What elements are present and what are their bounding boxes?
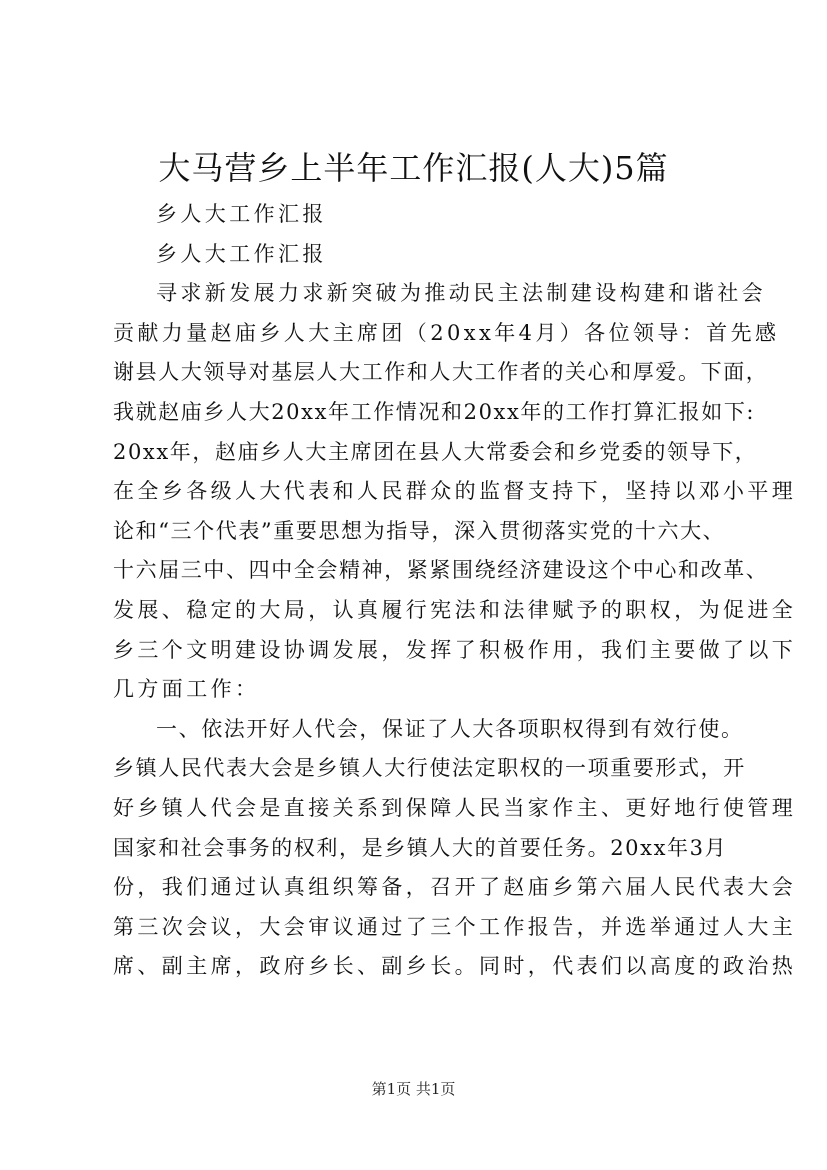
paragraph-line: 论和“三个代表”重要思想为指导，深入贯彻落实党的十六大、 <box>113 518 726 543</box>
page-footer: 第1页 共1页 <box>371 1080 456 1098</box>
paragraph-line: 发展、稳定的大局，认真履行宪法和法律赋予的职权，为促进全 <box>113 597 797 622</box>
paragraph-line: 乡三个文明建设协调发展，发挥了积极作用，我们主要做了以下 <box>113 637 797 662</box>
paragraph-line: 国家和社会事务的权利，是乡镇人大的首要任务。20xx年3月 <box>113 835 728 860</box>
subheading-line: 乡人大工作汇报 <box>156 241 327 266</box>
paragraph-line: 几方面工作： <box>113 677 260 702</box>
paragraph-line: 第三次会议，大会审议通过了三个工作报告，并选举通过人大主 <box>113 914 797 939</box>
document-body <box>113 195 797 987</box>
paragraph-line: 份，我们通过认真组织筹备，召开了赵庙乡第六届人民代表大会 <box>113 875 797 900</box>
paragraph-line: 一、依法开好人代会，保证了人大各项职权得到有效行使。 <box>156 716 744 741</box>
paragraph-line: 乡镇人民代表大会是乡镇人大行使法定职权的一项重要形式，开 <box>113 756 746 781</box>
paragraph-line: 贡献力量赵庙乡人大主席团（20xx年4月）各位领导：首先感 <box>113 320 780 345</box>
paragraph-line: 席、副主席，政府乡长、副乡长。同时，代表们以高度的政治热 <box>113 954 797 979</box>
paragraph-line: 十六届三中、四中全会精神，紧紧围绕经济建设这个中心和改革、 <box>113 558 769 583</box>
paragraph-line: 我就赵庙乡人大20xx年工作情况和20xx年的工作打算汇报如下: <box>113 399 756 424</box>
paragraph-line: 寻求新发展力求新突破为推动民主法制建设构建和谐社会 <box>156 281 766 306</box>
subheading-line: 乡人大工作汇报 <box>156 202 327 226</box>
document-title: 大马营乡上半年工作汇报(人大)5篇 <box>158 149 669 187</box>
paragraph-line: 在全乡各级人大代表和人民群众的监督支持下，坚持以邓小平理 <box>113 479 797 504</box>
paragraph-line: 谢县人大领导对基层人大工作和人大工作者的关心和厚爱。下面， <box>113 360 769 385</box>
paragraph-line: 好乡镇人代会是直接关系到保障人民当家作主、更好地行使管理 <box>113 795 797 820</box>
paragraph-line: 20xx年，赵庙乡人大主席团在县人大常委会和乡党委的领导下， <box>113 439 758 464</box>
